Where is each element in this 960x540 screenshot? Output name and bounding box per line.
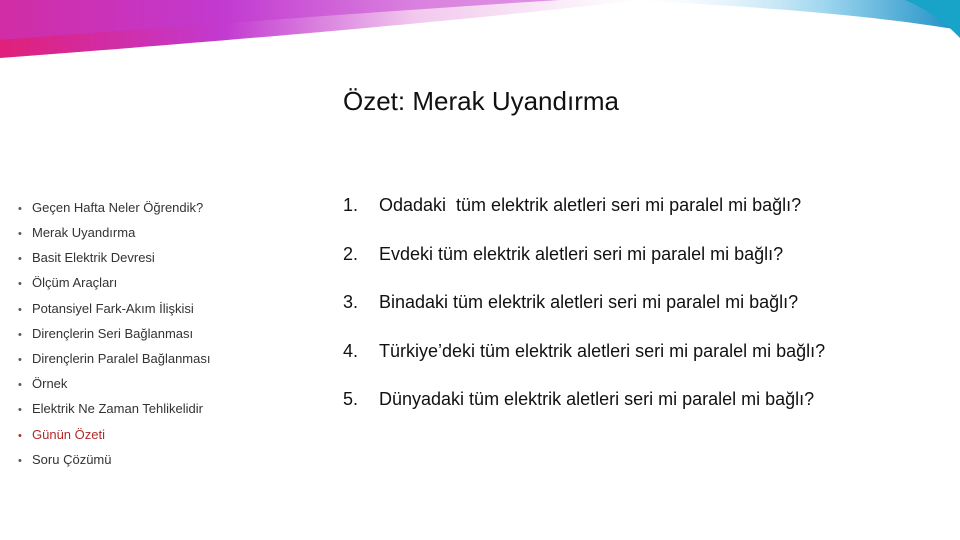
bullet-icon: • xyxy=(18,455,22,467)
question-number: 2. xyxy=(343,243,359,264)
agenda-item-label: Soru Çözümü xyxy=(32,452,112,467)
bullet-icon: • xyxy=(18,253,22,265)
agenda-item-label: Merak Uyandırma xyxy=(32,225,136,240)
bullet-icon: • xyxy=(18,304,22,316)
question-text: Türkiye’deki tüm elektrik aletleri seri mi paralel mi bağlı? xyxy=(379,340,826,361)
question-item xyxy=(343,193,801,217)
question-number: 4. xyxy=(343,340,359,361)
question-item xyxy=(343,242,783,266)
agenda-item xyxy=(18,452,111,469)
agenda-item-label: Örnek xyxy=(32,376,68,391)
bullet-icon: • xyxy=(18,228,22,240)
question-item xyxy=(343,290,798,314)
question-number: 1. xyxy=(343,195,359,215)
agenda-item-label: Dirençlerin Paralel Bağlanması xyxy=(32,351,211,366)
bullet-icon: • xyxy=(18,404,22,416)
agenda-item-label: Basit Elektrik Devresi xyxy=(32,250,155,265)
agenda-item xyxy=(18,427,105,444)
slide-title: Özet: Merak Uyandırma xyxy=(343,86,619,116)
agenda-item xyxy=(18,401,203,418)
agenda-item-label: Elektrik Ne Zaman Tehlikelidir xyxy=(32,401,203,416)
agenda-item xyxy=(18,351,210,368)
agenda-item xyxy=(18,376,67,393)
question-text: Evdeki tüm elektrik aletleri seri mi paralel mi bağlı? xyxy=(379,243,784,264)
question-number: 5. xyxy=(343,389,359,409)
agenda-item-label: Ölçüm Araçları xyxy=(32,275,118,290)
agenda-item-label: Potansiyel Fark-Akım İlişkisi xyxy=(32,301,194,316)
bullet-icon: • xyxy=(18,379,22,391)
agenda-item-label: Günün Özeti xyxy=(32,427,105,442)
bullet-icon: • xyxy=(18,430,22,442)
bullet-icon: • xyxy=(18,354,22,366)
agenda-item-label: Geçen Hafta Neler Öğrendik? xyxy=(32,200,204,215)
agenda-item xyxy=(18,326,193,343)
question-text: Binadaki tüm elektrik aletleri seri mi paralel mi bağlı? xyxy=(379,292,799,312)
bullet-icon: • xyxy=(18,278,22,290)
agenda-item xyxy=(18,301,194,318)
agenda-item xyxy=(18,275,117,292)
agenda-item-label: Dirençlerin Seri Bağlanması xyxy=(32,326,194,341)
bullet-icon: • xyxy=(18,329,22,341)
question-item xyxy=(343,387,814,411)
agenda-item xyxy=(18,200,203,217)
agenda-item xyxy=(18,225,135,242)
decorative-header-swoosh xyxy=(0,0,960,60)
question-item xyxy=(343,339,825,363)
question-text: Dünyadaki tüm elektrik aletleri seri mi paralel mi bağlı? xyxy=(379,389,815,409)
bullet-icon: • xyxy=(18,203,22,215)
question-number: 3. xyxy=(343,292,359,312)
agenda-item xyxy=(18,250,155,267)
question-text: Odadaki tüm elektrik aletleri seri mi paralel mi bağlı? xyxy=(379,195,802,215)
